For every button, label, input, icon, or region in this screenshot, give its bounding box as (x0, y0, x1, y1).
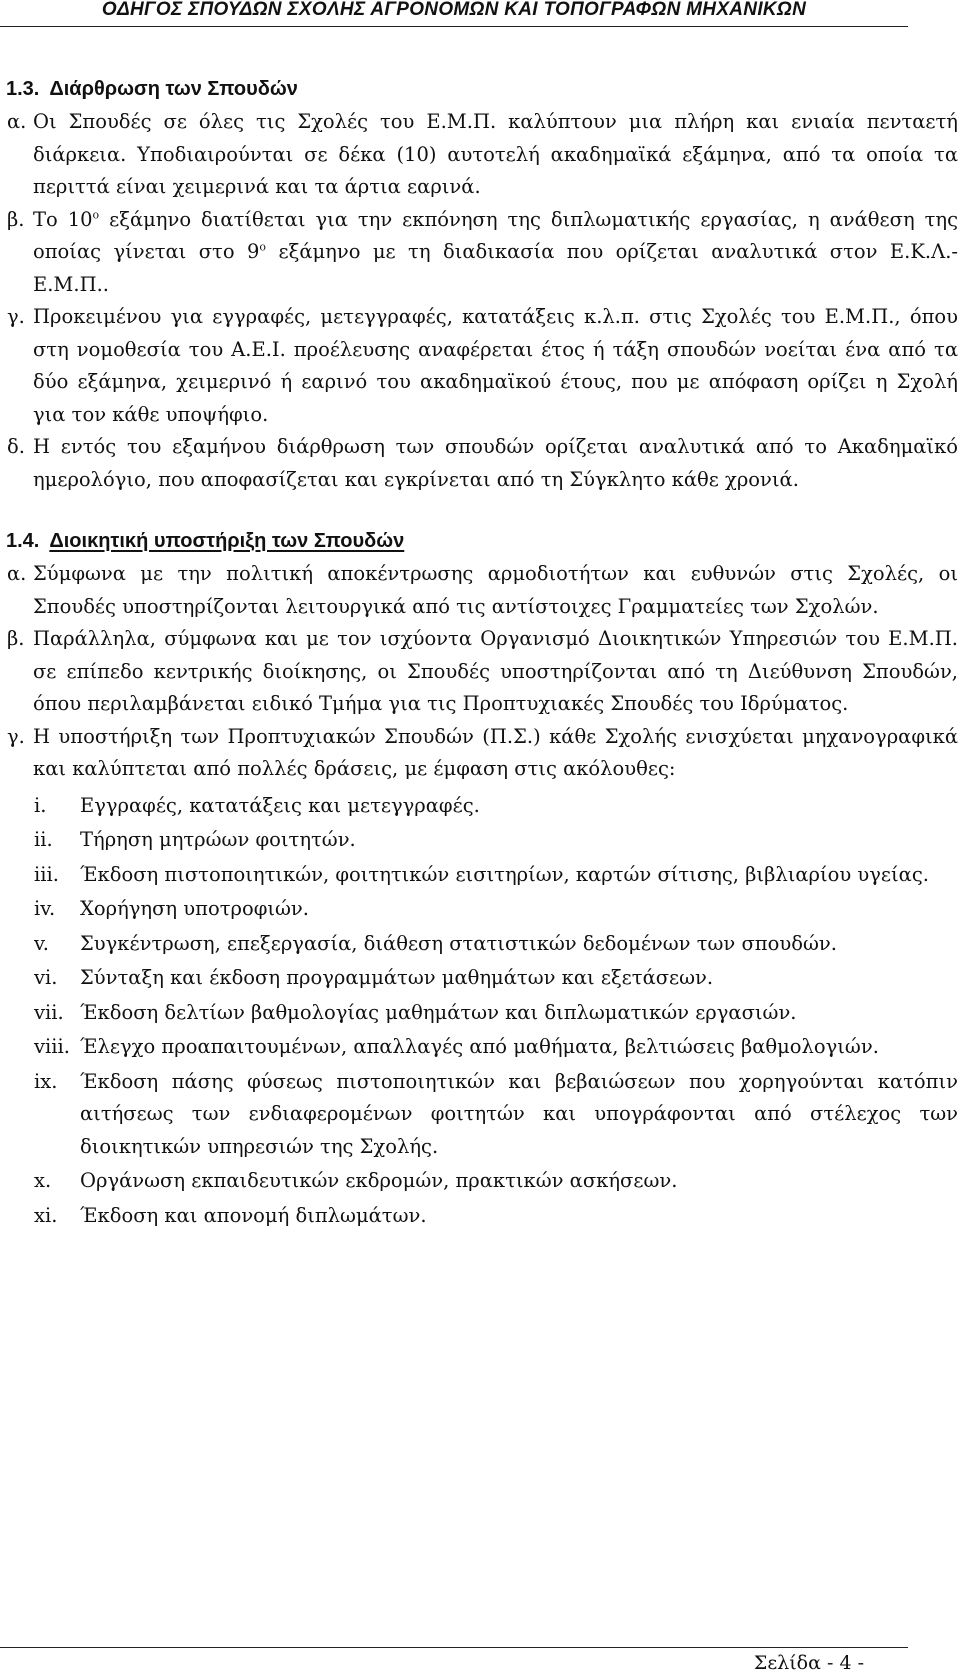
paragraph-text-part: εξάμηνο με τη διαδικασία που ορίζεται αναλυτικά στον Ε.Κ.Λ.-Ε.Μ.Π.. (33, 240, 958, 296)
list-item (0, 859, 958, 892)
page-footer (0, 1647, 908, 1676)
list-item-marker: vi. (34, 966, 58, 989)
list-item (0, 790, 958, 823)
list-item-marker: v. (34, 931, 49, 955)
paragraph-1-4-b (0, 623, 958, 721)
paragraph-text: Παράλληλα, σύμφωνα και με τον ισχύοντα Οργανισμό Διοικητικών Υπηρεσιών του Ε.Μ.Π. σε επίπεδο κεντρικής διοίκησης, οι Σπουδές υποστηρίζονται από τη Διεύθυνση Σπουδών, όπου περιλαμβάνεται ειδικό Τμήμα για τις Προπτυχιακές Σπουδές του Ιδρύματος. (33, 627, 958, 715)
list-item (0, 1031, 958, 1064)
paragraph-text: Σύμφωνα με την πολιτική αποκέντρωσης αρμοδιοτήτων και ευθυνών στις Σχολές, οι Σπουδές υποστηρίζονται λειτουργικά από τις αντίστοιχες Γραμματείες των Σχολών. (33, 562, 958, 618)
paragraph-marker: δ. (7, 435, 25, 458)
list-item-marker: xi. (34, 1203, 58, 1227)
paragraph-marker: β. (7, 627, 25, 650)
list-item-marker: viii. (34, 1035, 70, 1058)
list-item-marker: i. (34, 793, 47, 817)
list-item-text: Έκδοση δελτίων βαθμολογίας μαθημάτων και διπλωματικών εργασιών. (80, 1000, 797, 1024)
page-header (0, 0, 908, 27)
list-item (0, 962, 958, 995)
paragraph-text-part: Το 10 (33, 207, 93, 231)
paragraph-marker: γ. (7, 305, 25, 328)
paragraph-text: Οι Σπουδές σε όλες τις Σχολές του Ε.Μ.Π. καλύπτουν μια πλήρη και ενιαία πενταετή διάρκεια. Υποδιαιρούνται σε δέκα (10) αυτοτελή ακαδημαϊκά εξάμηνα, από τα οποία τα περιττά είναι χειμερινά και τα άρτια εαρινά. (33, 110, 958, 198)
list-item (0, 1200, 958, 1233)
section-number: 1.3. (6, 78, 40, 100)
list-item (0, 824, 958, 857)
list-item-text: Έλεγχο προαπαιτουμένων, απαλλαγές από μαθήματα, βελτιώσεις βαθμολογιών. (80, 1035, 879, 1058)
list-item-marker: ix. (34, 1069, 58, 1093)
section-number: 1.4. (6, 530, 40, 552)
paragraph-marker: β. (7, 207, 25, 231)
header-title: ΟΔΗΓΟΣ ΣΠΟΥΔΩΝ ΣΧΟΛΗΣ ΑΓΡΟΝΟΜΩΝ ΚΑΙ ΤΟΠΟΓΡΑΦΩΝ ΜΗΧΑΝΙΚΩΝ (101, 0, 807, 20)
list-item (0, 928, 958, 961)
list-item (0, 893, 958, 926)
paragraph-1-4-c (0, 721, 958, 786)
list-item-text: Συγκέντρωση, επεξεργασία, διάθεση στατιστικών δεδομένων των σπουδών. (80, 931, 837, 955)
list-item (0, 997, 958, 1030)
list-item-text: Εγγραφές, κατατάξεις και μετεγγραφές. (80, 793, 480, 817)
list-item-text: Σύνταξη και έκδοση προγραμμάτων μαθημάτων και εξετάσεων. (80, 966, 714, 989)
section-title: Διάρθρωση των Σπουδών (49, 78, 298, 100)
list-item-marker: ii. (34, 828, 53, 851)
list-item-text: Έκδοση και απονομή διπλωμάτων. (80, 1203, 427, 1227)
section-heading-1-4 (0, 526, 958, 556)
paragraph-text-part: εξάμηνο διατίθεται για την εκπόνηση της διπλωματικής εργασίας, η ανάθεση της οποίας γίνεται στο 9 (33, 207, 958, 263)
list-item-marker: vii. (34, 1000, 64, 1024)
paragraph-marker: γ. (7, 724, 25, 748)
list-item-marker: iv. (34, 897, 56, 920)
list-item-text: Χορήγηση υποτροφιών. (80, 897, 309, 920)
list-item-text: Έκδοση πάσης φύσεως πιστοποιητικών και βεβαιώσεων που χορηγούνται κατόπιν αιτήσεως των ενδιαφερομένων φοιτητών και υπογράφονται από στέλεχος των διοικητικών υπηρεσιών της Σχολής. (80, 1069, 958, 1158)
support-actions-list (0, 790, 958, 1233)
list-item (0, 1165, 958, 1198)
list-item-marker: iii. (34, 862, 59, 886)
paragraph-text: Η υποστήριξη των Προπτυχιακών Σπουδών (Π.Σ.) κάθε Σχολής ενισχύεται μηχανογραφικά και καλύπτεται από πολλές δράσεις, με έμφαση στις ακόλουθες: (33, 724, 958, 780)
paragraph-text: Η εντός του εξαμήνου διάρθρωση των σπουδών ορίζεται αναλυτικά από το Ακαδημαϊκό ημερολόγιο, που αποφασίζεται και εγκρίνεται από τη Σύγκλητο κάθε χρονιά. (33, 435, 958, 491)
list-item (0, 1066, 958, 1164)
ordinal-superscript: ο (259, 240, 267, 254)
page-number: Σελίδα - 4 - (753, 1652, 864, 1674)
document-body (0, 74, 958, 1234)
paragraph-1-3-a (0, 106, 958, 204)
list-item-marker: x. (34, 1169, 52, 1192)
paragraph-1-3-d (0, 431, 958, 496)
list-item-text: Οργάνωση εκπαιδευτικών εκδρομών, πρακτικών ασκήσεων. (80, 1169, 678, 1192)
paragraph-marker: α. (7, 562, 27, 585)
section-heading-1-3 (0, 74, 958, 104)
section-title: Διοικητική υποστήριξη των Σπουδών (49, 530, 405, 552)
paragraph-marker: α. (7, 110, 27, 133)
list-item-text: Έκδοση πιστοποιητικών, φοιτητικών εισιτηρίων, καρτών σίτισης, βιβλιαρίου υγείας. (80, 862, 929, 886)
paragraph-text: Προκειμένου για εγγραφές, μετεγγραφές, κατατάξεις κ.λ.π. στις Σχολές του Ε.Μ.Π., όπου στη νομοθεσία του Α.Ε.Ι. προέλευσης αναφέρεται έτος ή τάξη σπουδών νοείται ένα από τα δύο εξάμηνα, χειμερινό ή εαρινό του ακαδημαϊκού έτους, που με απόφαση ορίζει η Σχολή για τον κάθε υποψήφιο. (33, 305, 958, 426)
list-item-text: Τήρηση μητρώων φοιτητών. (80, 828, 356, 851)
paragraph-1-3-b (0, 204, 958, 302)
ordinal-superscript: ο (92, 208, 100, 221)
paragraph-1-3-c (0, 301, 958, 431)
paragraph-1-4-a (0, 558, 958, 623)
